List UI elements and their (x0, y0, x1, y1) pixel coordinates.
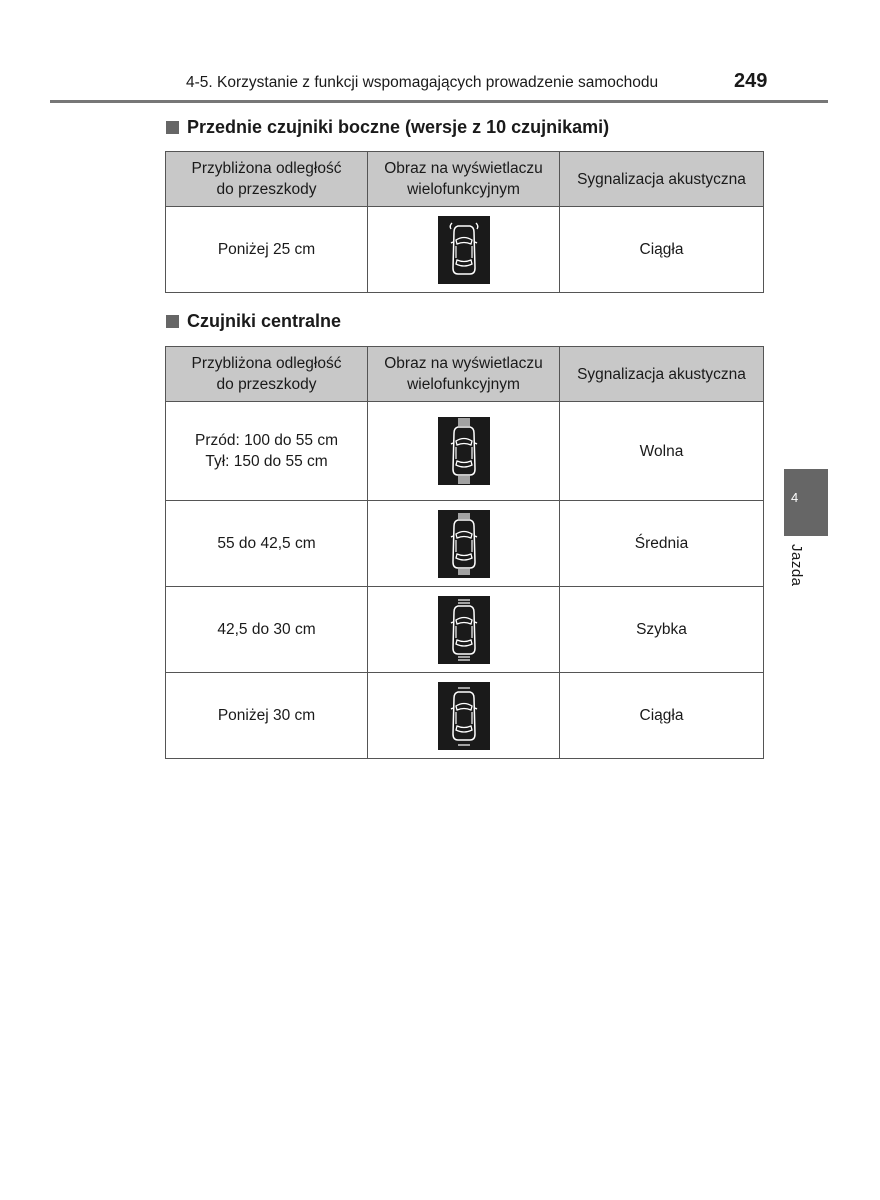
car-side-corner-sensor-icon (438, 216, 490, 284)
display-cell (368, 501, 560, 587)
section-heading-side-sensors (166, 117, 609, 138)
column-header-distance: Przybliżona odległość do przeszkody (166, 152, 368, 207)
sound-cell: Szybka (560, 587, 764, 673)
side-sensors-table (165, 151, 764, 293)
car-sensor-level-2-icon (438, 510, 490, 578)
table-row (166, 501, 764, 587)
section-heading-central-sensors (166, 311, 341, 332)
display-cell (368, 673, 560, 759)
column-header-display: Obraz na wyświetlaczu wielofunkcyjnym (368, 347, 560, 402)
table-row (166, 587, 764, 673)
header-divider (50, 100, 828, 103)
square-bullet-icon (166, 315, 179, 328)
sound-cell: Wolna (560, 402, 764, 501)
square-bullet-icon (166, 121, 179, 134)
sound-cell: Ciągła (560, 673, 764, 759)
central-sensors-table (165, 346, 764, 759)
display-cell (368, 402, 560, 501)
section-heading-text: Przednie czujniki boczne (wersje z 10 czujnikami) (187, 117, 610, 137)
column-header-distance: Przybliżona odległość do przeszkody (166, 347, 368, 402)
distance-cell: 55 do 42,5 cm (166, 501, 368, 587)
column-header-display: Obraz na wyświetlaczu wielofunkcyjnym (368, 152, 560, 207)
table-header-row (166, 347, 764, 402)
running-header: 4-5. Korzystanie z funkcji wspomagających prowadzenie samochodu (186, 74, 659, 91)
distance-cell: Poniżej 25 cm (166, 207, 368, 293)
table-row (166, 402, 764, 501)
car-sensor-level-3-icon (438, 596, 490, 664)
car-sensor-level-1-icon (438, 417, 490, 485)
car-sensor-level-4-icon (438, 682, 490, 750)
section-heading-text: Czujniki centralne (187, 311, 342, 331)
column-header-sound: Sygnalizacja akustyczna (560, 152, 764, 207)
table-header-row (166, 152, 764, 207)
page-number: 249 (734, 70, 768, 92)
display-cell (368, 587, 560, 673)
table-row (166, 207, 764, 293)
column-header-sound: Sygnalizacja akustyczna (560, 347, 764, 402)
distance-cell: Przód: 100 do 55 cm Tył: 150 do 55 cm (166, 402, 368, 501)
chapter-label: Jazda (788, 544, 805, 587)
table-row (166, 673, 764, 759)
chapter-number: 4 (791, 490, 799, 505)
sound-cell: Średnia (560, 501, 764, 587)
distance-cell: 42,5 do 30 cm (166, 587, 368, 673)
distance-cell: Poniżej 30 cm (166, 673, 368, 759)
display-cell (368, 207, 560, 293)
sound-cell: Ciągła (560, 207, 764, 293)
